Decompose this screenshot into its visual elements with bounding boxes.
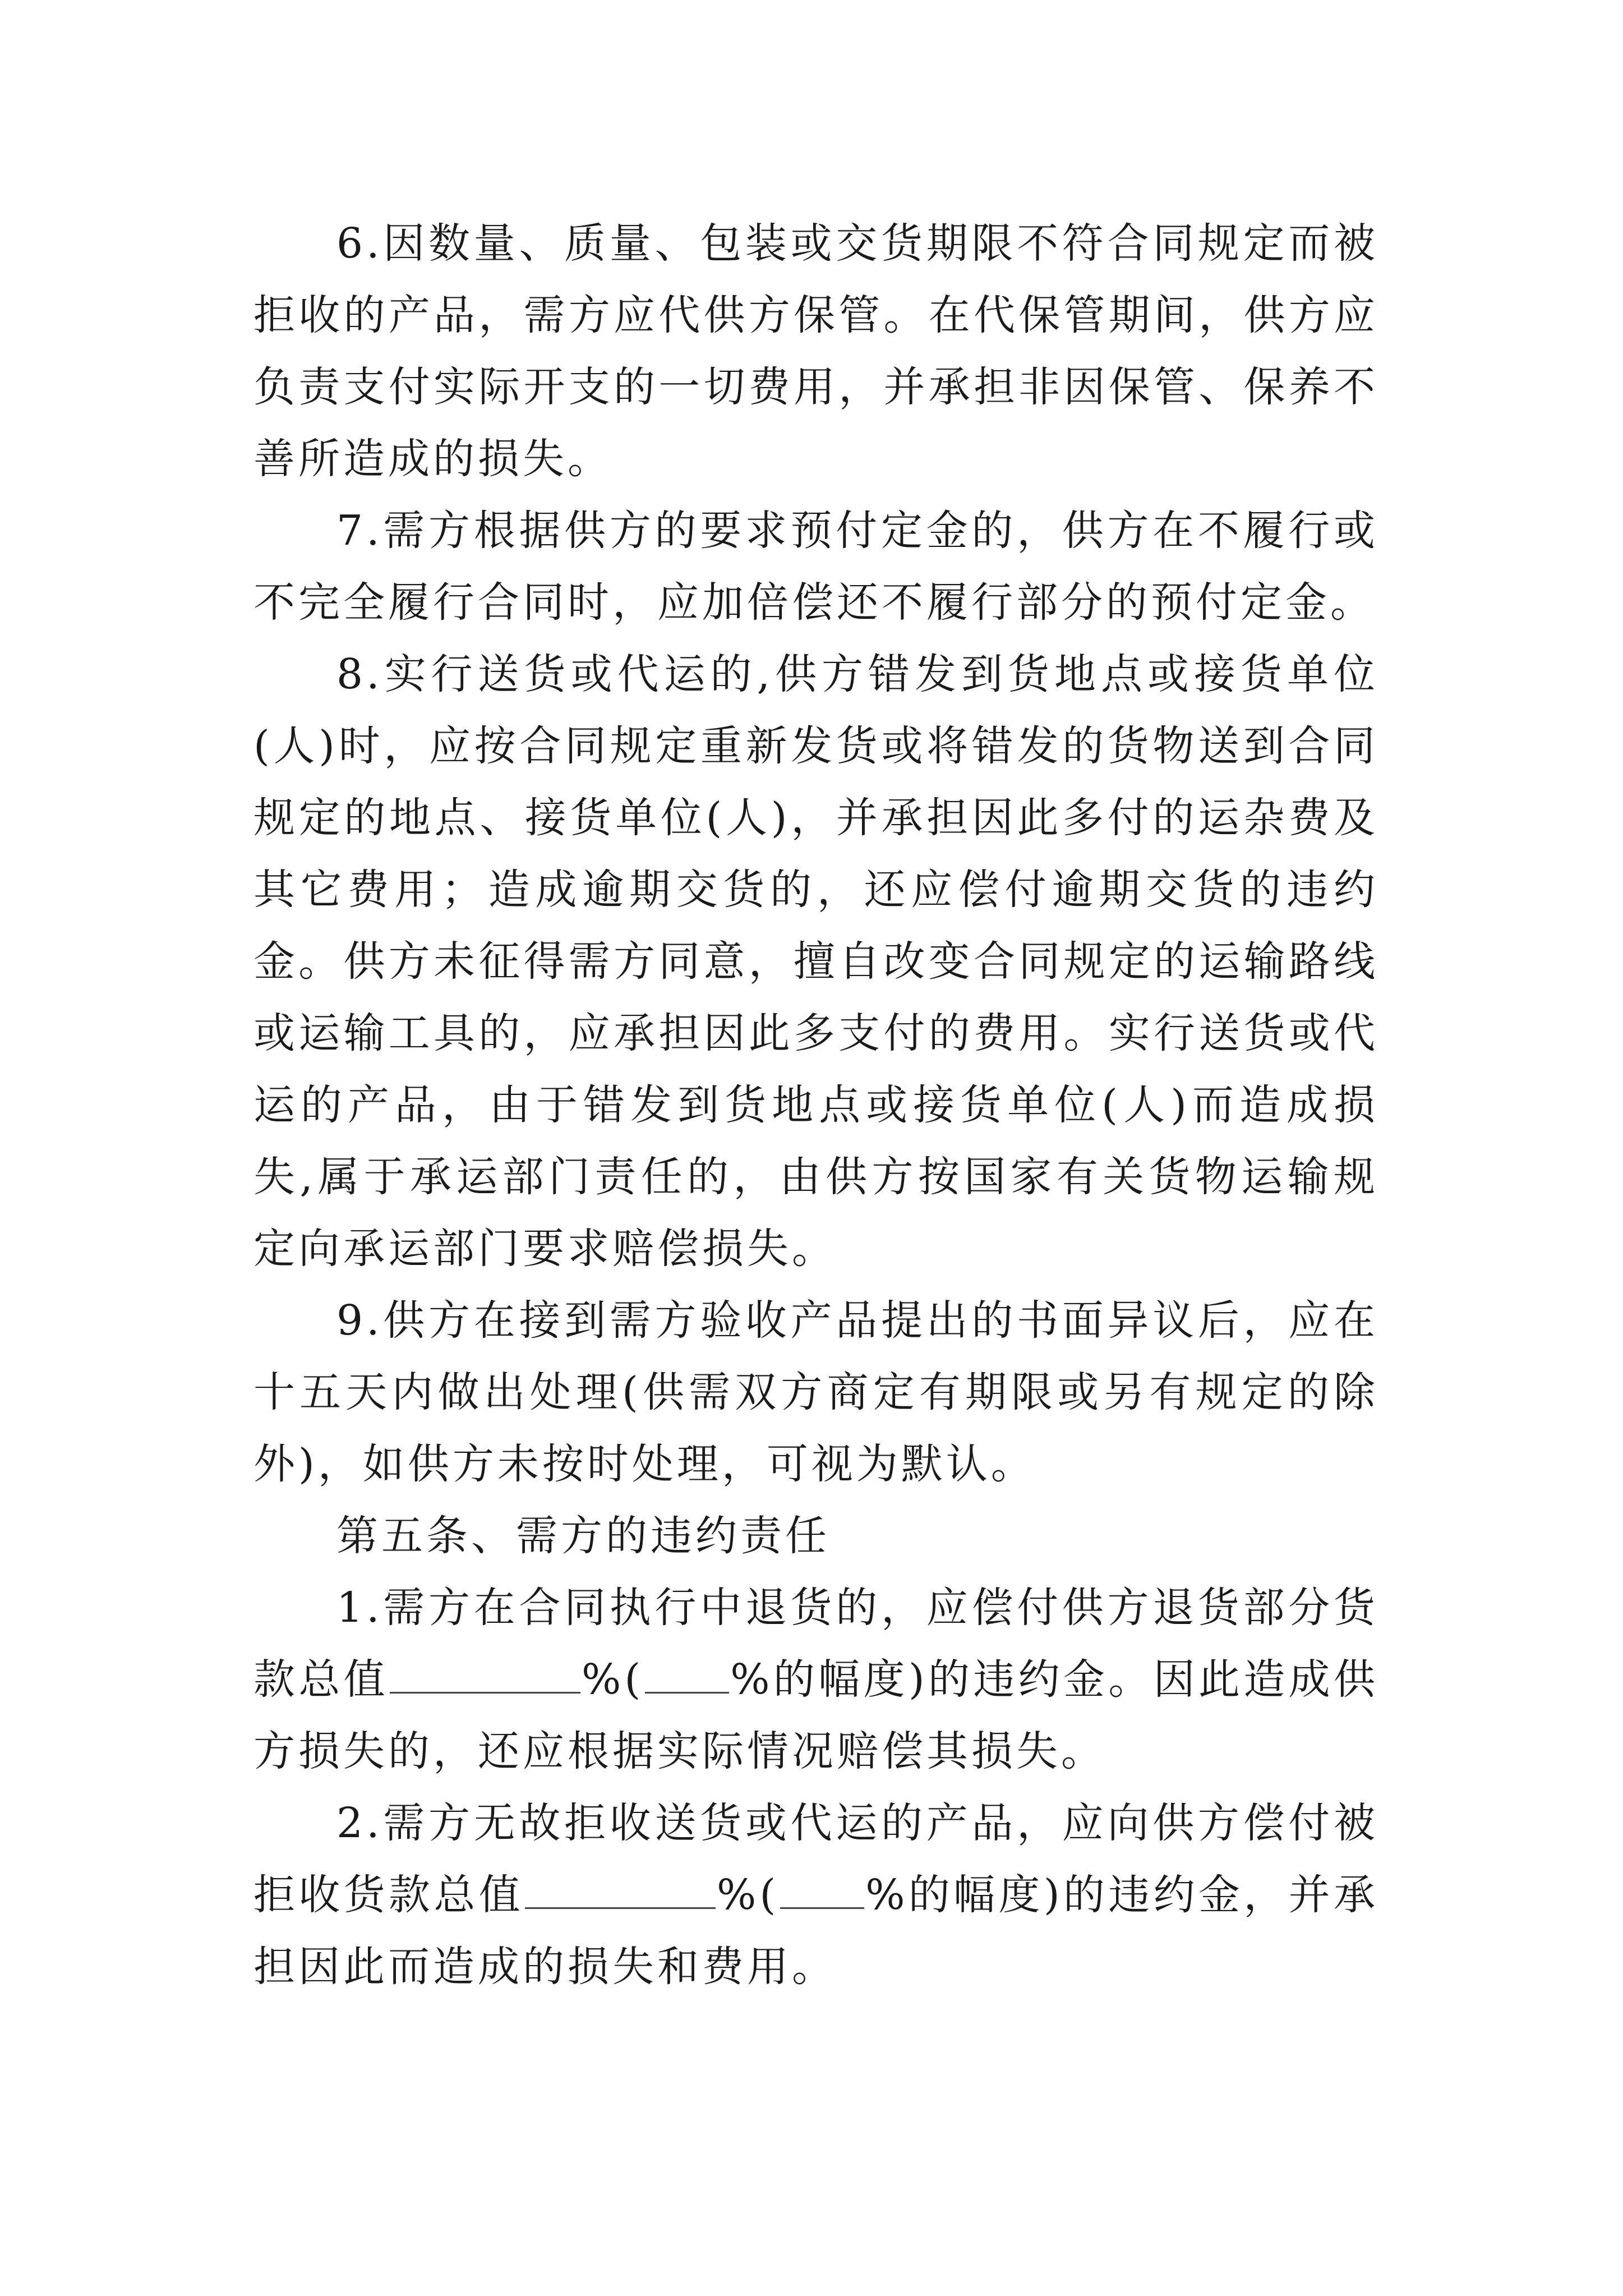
item-2-text-a: 2.需方无故拒收送货或代运的产品，应向供方偿付被拒收货款总值 — [253, 1799, 1378, 1919]
blank-field-percent — [390, 1658, 580, 1694]
clause-8-paragraph: 8.实行送货或代运的,供方错发到货地点或接货单位(人)时，应按合同规定重新发货或将错发的货物送到合同规定的地点、接货单位(人)，并承担因此多付的运杂费及其它费用；造成逾期交货的，还应偿付逾期交货的违约金。供方未征得需方同意，擅自改变合同规定的运输路线或运输工具的，应承担因此多支付的费用。实行送货或代运的产品，由于错发到货地点或接货单位(人)而造成损失,属于承运部门责任的，由供方按国家有关货物运输规定向承运部门要求赔偿损失。 — [253, 650, 1378, 1273]
blank-field-range — [780, 1874, 864, 1909]
article-5-item-1 — [253, 1572, 1378, 1787]
item-1-text-c: %的幅度)的违约金。因此造成供方损失的，还应根据实际情况赔偿其损失。 — [253, 1655, 1379, 1775]
document-body — [253, 208, 1378, 2003]
article-5-heading: 第五条、需方的违约责任 — [336, 1512, 830, 1560]
item-1-text-b: %( — [582, 1655, 644, 1704]
item-2-text-b: %( — [717, 1871, 780, 1919]
blank-field-percent — [525, 1874, 716, 1909]
clause-6-paragraph: 6.因数量、质量、包装或交货期限不符合同规定而被拒收的产品，需方应代供方保管。在代保管期间，供方应负责支付实际开支的一切费用，并承担非因保管、保养不善所造成的损失。 — [253, 219, 1378, 483]
item-2-text-c: %的幅度)的违约金，并承担因此而造成的损失和费用。 — [253, 1871, 1379, 1991]
clause-9-paragraph: 9.供方在接到需方验收产品提出的书面异议后，应在十五天内做出处理(供需双方商定有期限或另有规定的除外)，如供方未按时处理，可视为默认。 — [253, 1296, 1378, 1488]
item-1-text-a: 1.需方在合同执行中退货的，应偿付供方退货部分货款总值 — [253, 1584, 1378, 1704]
blank-field-range — [645, 1658, 729, 1694]
article-5-item-2 — [253, 1787, 1378, 2003]
clause-7-paragraph: 7.需方根据供方的要求预付定金的，供方在不履行或不完全履行合同时，应加倍偿还不履行部分的预付定金。 — [253, 507, 1378, 627]
